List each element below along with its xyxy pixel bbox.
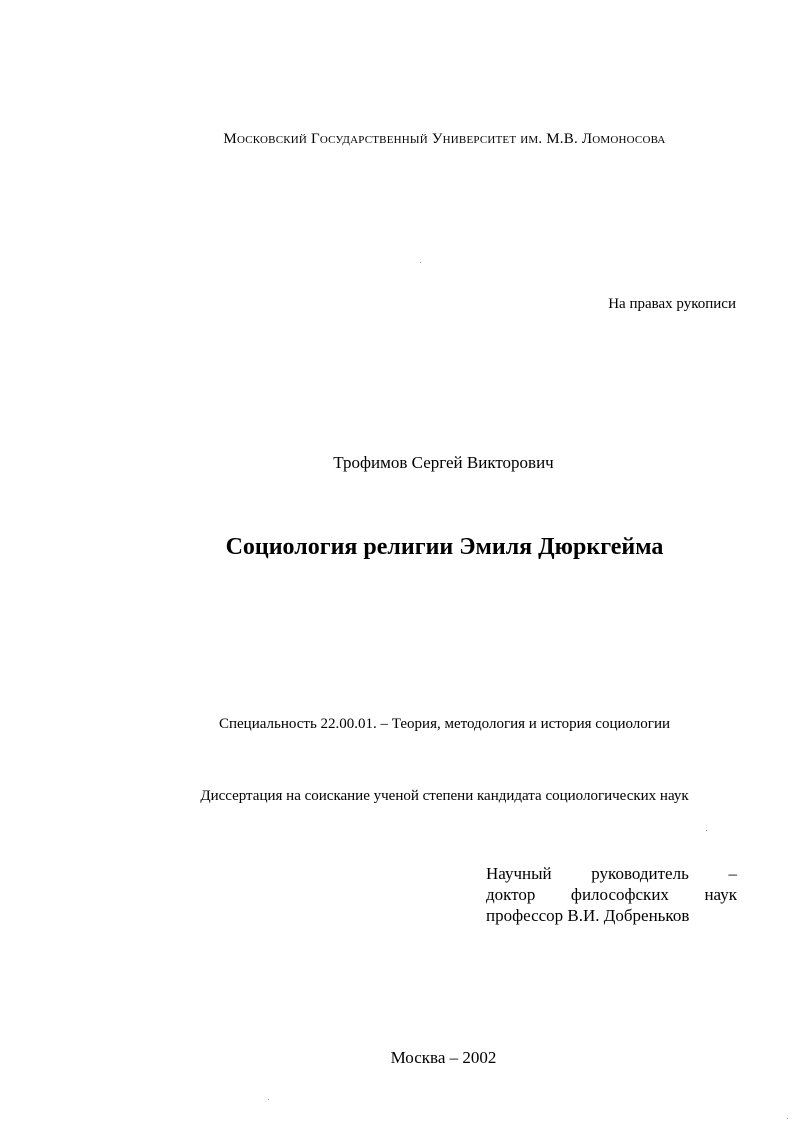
dissertation-type: Диссертация на соискание ученой степени кандидата социологических наук [200, 788, 689, 804]
scan-speck [420, 262, 421, 263]
rights-note: На правах рукописи [608, 296, 736, 312]
scan-speck [706, 830, 707, 831]
specialty-line: Специальность 22.00.01. – Теория, методология и история социологии [218, 716, 671, 732]
university-name: Московский Государственный Университет им. М.В. Ломоносова [223, 131, 666, 147]
author-name: Трофимов Сергей Викторович [333, 453, 554, 472]
scan-speck [787, 1118, 788, 1119]
scan-speck [268, 1099, 269, 1100]
dissertation-title: Социология религии Эмиля Дюркгейма [225, 534, 664, 560]
supervisor-line-1: Научный руководитель – [486, 864, 737, 883]
city-year: Москва – 2002 [390, 1048, 497, 1067]
supervisor-line-2: доктор философских наук [486, 885, 737, 904]
supervisor-block [486, 863, 737, 926]
supervisor-line-3: профессор В.И. Добреньков [486, 906, 690, 925]
